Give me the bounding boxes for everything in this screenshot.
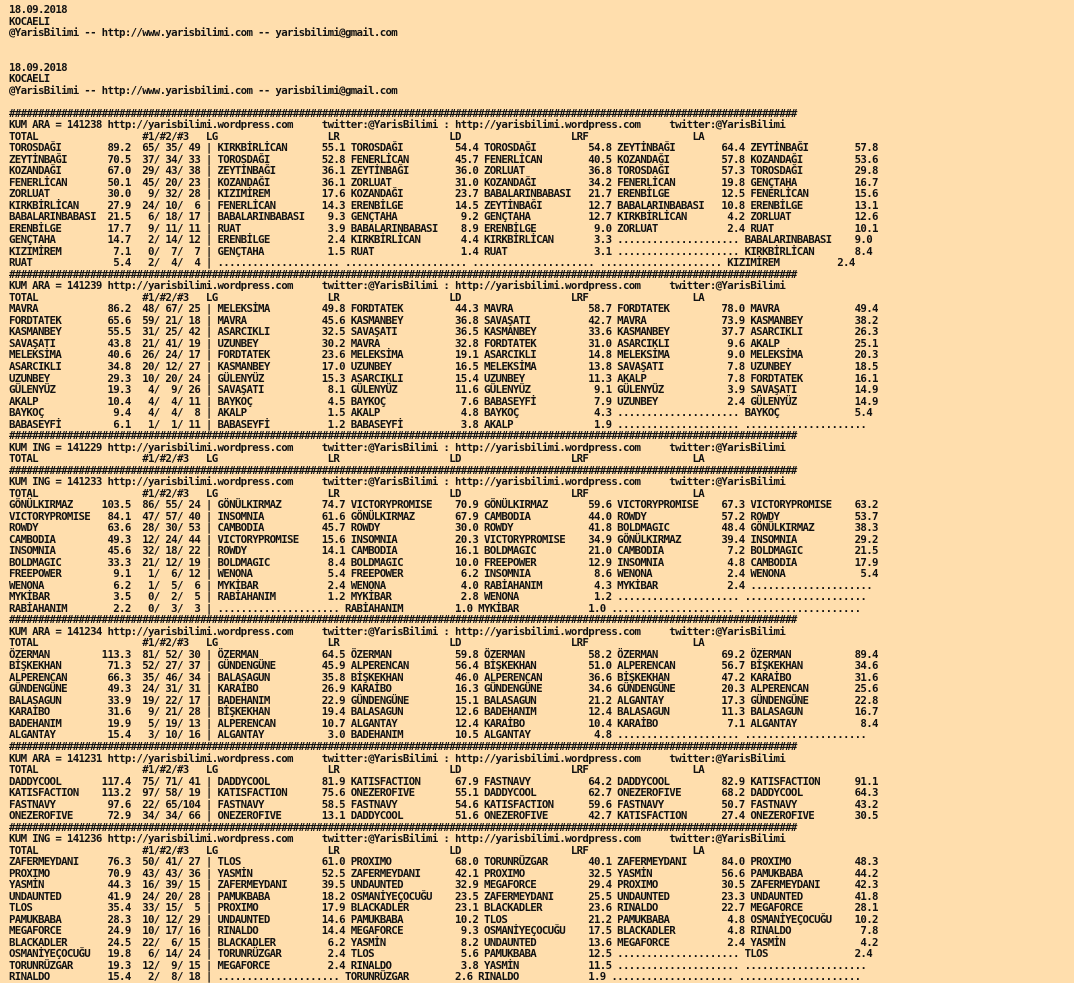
column-header: TOTAL #1/#2/#3 LG LR LD LRF LA bbox=[9, 636, 705, 650]
race-title: KUM ARA = 141234 http://yarisbilimi.wordpress.com twitter:@YarisBilimi : http://yarisbilimi.wordpress.com twitter:@YarisBilimi bbox=[9, 624, 786, 638]
column-header: TOTAL #1/#2/#3 LG LR LD LRF LA bbox=[9, 452, 705, 466]
result-row: ALPERENCAN 66.3 35/ 46/ 34 | BALASAGUN 35.8 BİŞKEKHAN 46.0 ALPERENCAN 36.6 BİŞKEKHAN 47.2 KARAİBO 31.6 bbox=[9, 670, 878, 684]
column-header: TOTAL #1/#2/#3 LG LR LD LRF LA bbox=[9, 843, 705, 857]
blank-line bbox=[9, 50, 1074, 62]
result-row: PAMUKBABA 28.3 10/ 12/ 29 | UNDAUNTED 14.6 PAMUKBABA 10.2 TLOS 21.2 PAMUKBABA 4.8 OSMANİYEÇOCUĞU 10.2 bbox=[9, 912, 878, 926]
column-header: TOTAL #1/#2/#3 LG LR LD LRF LA bbox=[9, 290, 705, 304]
result-row: MYKİBAR 3.5 0/ 2/ 5 | RABİAHANIM 1.2 MYKİBAR 2.8 WENONA 1.2 ..................... ..................... bbox=[9, 590, 867, 604]
result-row: BAYKOÇ 9.4 4/ 4/ 8 | AKALP 1.5 AKALP 4.8 BAYKOÇ 4.3 ..................... BAYKOÇ 5.4 bbox=[9, 406, 873, 420]
separator-line: ######################################################################################################################################## bbox=[9, 740, 797, 753]
result-row: KASMANBEY 55.5 31/ 25/ 42 | ASARCIKLI 32.5 SAVAŞATI 36.5 KASMANBEY 33.6 KASMANBEY 37.7 ASARCIKLI 26.3 bbox=[9, 325, 878, 339]
separator-line: ######################################################################################################################################## bbox=[9, 106, 797, 120]
result-row: UZUNBEY 29.3 10/ 20/ 24 | GÜLENYÜZ 15.3 ASARCIKLI 15.4 UZUNBEY 11.3 AKALP 7.8 FORDTATEK 16.1 bbox=[9, 371, 878, 385]
result-row: ZORLUAT 30.0 9/ 32/ 28 | KIZIMİREM 17.6 KOZANDAĞI 23.7 BABALARINBABASI 21.7 ERENBİLGE 12.5 FENERLİCAN 15.6 bbox=[9, 187, 878, 201]
result-row: FASTNAVY 97.6 22/ 65/104 | FASTNAVY 58.5 FASTNAVY 54.6 KATISFACTION 59.6 FASTNAVY 50.7 FASTNAVY 43.2 bbox=[9, 797, 878, 811]
separator-line: ######################################################################################################################################## bbox=[9, 613, 797, 627]
result-row: RUAT 5.4 2/ 4/ 4 | ..................... ..................... ..................... ..................... KIZIMİREM 2.4 bbox=[9, 256, 855, 270]
result-row: ONEZEROFIVE 72.9 34/ 34/ 66 | ONEZEROFIVE 13.1 DADDYCOOL 51.6 ONEZEROFIVE 42.7 KATISFACTION 27.4 ONEZEROFIVE 30.5 bbox=[9, 809, 878, 823]
result-row: KOZANDAĞI 67.0 29/ 43/ 38 | ZEYTİNBAĞI 36.1 ZEYTİNBAĞI 36.0 ZORLUAT 36.8 TOROSDAĞI 57.3 TOROSDAĞI 29.8 bbox=[9, 164, 878, 178]
race-title: KUM ING = 141229 http://yarisbilimi.wordpress.com twitter:@YarisBilimi : http://yarisbilimi.wordpress.com twitter:@YarisBilimi bbox=[9, 440, 786, 454]
result-row: ZAFERMEYDANI 76.3 50/ 41/ 27 | TLOS 61.0 PROXIMO 68.0 TORUNRÜZGAR 40.1 ZAFERMEYDANI 84.0 PROXIMO 48.3 bbox=[9, 855, 878, 869]
result-row: ASARCIKLI 34.8 20/ 12/ 27 | KASMANBEY 17.0 UZUNBEY 16.5 MELEKSİMA 13.8 SAVAŞATI 7.8 UZUNBEY 18.5 bbox=[9, 359, 878, 373]
result-row: ERENBİLGE 17.7 9/ 11/ 11 | RUAT 3.9 BABALARINBABASI 8.9 ERENBİLGE 9.0 ZORLUAT 2.4 RUAT 10.1 bbox=[9, 221, 878, 235]
result-row: RINALDO 15.4 2/ 8/ 18 | ..................... TORUNRÜZGAR 2.6 RINALDO 1.9 ..................... ..................... bbox=[9, 970, 861, 983]
result-row: BLACKADLER 24.5 22/ 6/ 15 | BLACKADLER 6.2 YASMİN 8.2 UNDAUNTED 13.6 MEGAFORCE 2.4 YASMİN 4.2 bbox=[9, 935, 878, 949]
result-row: CAMBODIA 49.3 12/ 24/ 44 | VICTORYPROMISE 15.6 INSOMNIA 20.3 VICTORYPROMISE 34.9 GÖNÜLKIRMAZ 39.4 INSOMNIA 29.2 bbox=[9, 532, 878, 546]
result-row: AKALP 10.4 4/ 4/ 11 | BAYKOÇ 4.5 BAYKOÇ 7.6 BABASEYFİ 7.9 UZUNBEY 2.4 GÜLENYÜZ 14.9 bbox=[9, 394, 878, 408]
column-header: TOTAL #1/#2/#3 LG LR LD LRF LA bbox=[9, 763, 705, 777]
result-row: GÖNÜLKIRMAZ 103.5 86/ 55/ 24 | GÖNÜLKIRMAZ 74.7 VICTORYPROMISE 70.9 GÖNÜLKIRMAZ 59.6 VICTORYPROMISE 67.3 VICTORYPROMISE 63.2 bbox=[9, 498, 878, 512]
separator-line: ######################################################################################################################################## bbox=[9, 820, 797, 834]
separator-line: ######################################################################################################################################## bbox=[9, 429, 797, 443]
race-title: KUM ARA = 141239 http://yarisbilimi.wordpress.com twitter:@YarisBilimi : http://yarisbilimi.wordpress.com twitter:@YarisBilimi bbox=[9, 279, 786, 293]
result-row: SAVAŞATI 43.8 21/ 41/ 19 | UZUNBEY 30.2 MAVRA 32.8 FORDTATEK 31.0 ASARCIKLI 9.6 AKALP 25.1 bbox=[9, 336, 878, 350]
result-row: BALASAGUN 33.9 19/ 22/ 17 | BADEHANIM 22.9 GÜNDENGÜNE 15.1 BALASAGUN 21.2 ALGANTAY 17.3 GÜNDENGÜNE 22.8 bbox=[9, 693, 878, 707]
header-line: KOCAELI bbox=[9, 14, 50, 28]
result-row: KATISFACTION 113.2 97/ 58/ 19 | KATISFACTION 75.6 ONEZEROFIVE 55.1 DADDYCOOL 62.7 ONEZEROFIVE 68.2 DADDYCOOL 64.3 bbox=[9, 786, 878, 800]
result-row: RABİAHANIM 2.2 0/ 3/ 3 | ..................... RABİAHANIM 1.0 MYKİBAR 1.0 ..................... ..................... bbox=[9, 601, 861, 615]
column-header: TOTAL #1/#2/#3 LG LR LD LRF LA bbox=[9, 486, 705, 500]
result-row: UNDAUNTED 41.9 24/ 20/ 28 | PAMUKBABA 18.2 OSMANİYEÇOCUĞU 23.5 ZAFERMEYDANI 25.5 UNDAUNTED 23.3 UNDAUNTED 41.8 bbox=[9, 889, 878, 903]
header-line: 18.09.2018 bbox=[9, 3, 67, 16]
header-line: 18.09.2018 bbox=[9, 60, 67, 74]
result-row: BABASEYFİ 6.1 1/ 1/ 11 | BABASEYFİ 1.2 BABASEYFİ 3.8 AKALP 1.9 ..................... ..................... bbox=[9, 417, 867, 431]
race-title: KUM ARA = 141238 http://yarisbilimi.wordpress.com twitter:@YarisBilimi : http://yarisbilimi.wordpress.com twitter:@YarisBilimi bbox=[9, 118, 786, 132]
result-row: ZEYTİNBAĞI 70.5 37/ 34/ 33 | TOROSDAĞI 52.8 FENERLİCAN 45.7 FENERLİCAN 40.5 KOZANDAĞI 57.8 KOZANDAĞI 53.6 bbox=[9, 152, 878, 166]
result-row: BADEHANIM 19.9 5/ 19/ 13 | ALPERENCAN 10.7 ALGANTAY 12.4 KARAİBO 10.4 KARAİBO 7.1 ALGANTAY 8.4 bbox=[9, 716, 878, 730]
header-line: @YarisBilimi -- http://www.yarisbilimi.com -- yarisbilimi@gmail.com bbox=[9, 83, 398, 97]
result-row: OSMANİYEÇOCUĞU 19.8 6/ 14/ 24 | TORUNRÜZGAR 2.4 TLOS 5.6 PAMUKBABA 12.5 ..................... TLOS 2.4 bbox=[9, 947, 873, 961]
blank-line bbox=[9, 39, 1074, 51]
result-row: FENERLİCAN 50.1 45/ 20/ 23 | KOZANDAĞI 36.1 ZORLUAT 31.0 KOZANDAĞI 34.2 FENERLİCAN 19.8 GENÇTAHA 16.7 bbox=[9, 175, 878, 189]
result-row: FREEPOWER 9.1 1/ 6/ 12 | WENONA 5.4 FREEPOWER 6.2 INSOMNIA 8.6 WENONA 2.4 WENONA 5.4 bbox=[9, 567, 878, 581]
result-row: MELEKSİMA 40.6 26/ 24/ 17 | FORDTATEK 23.6 MELEKSİMA 19.1 ASARCIKLI 14.8 MELEKSİMA 9.0 MELEKSİMA 20.3 bbox=[9, 348, 878, 362]
race-title: KUM ING = 141233 http://yarisbilimi.wordpress.com twitter:@YarisBilimi : http://yarisbilimi.wordpress.com twitter:@YarisBilimi bbox=[9, 475, 786, 489]
column-header: TOTAL #1/#2/#3 LG LR LD LRF LA bbox=[9, 129, 705, 143]
result-row: BİŞKEKHAN 71.3 52/ 27/ 37 | GÜNDENGÜNE 45.9 ALPERENCAN 56.4 BİŞKEKHAN 51.0 ALPERENCAN 56.7 BİŞKEKHAN 34.6 bbox=[9, 659, 878, 673]
separator-line: ######################################################################################################################################## bbox=[9, 463, 797, 477]
result-row: ROWDY 63.6 28/ 30/ 53 | CAMBODIA 45.7 ROWDY 30.0 ROWDY 41.8 BOLDMAGIC 48.4 GÖNÜLKIRMAZ 38.3 bbox=[9, 521, 878, 535]
result-row: TOROSDAĞI 89.2 65/ 35/ 49 | KIRKBİRLİCAN 55.1 TOROSDAĞI 54.4 TOROSDAĞI 54.8 ZEYTİNBAĞI 64.4 ZEYTİNBAĞI 57.8 bbox=[9, 141, 878, 155]
result-row: GÜLENYÜZ 19.3 4/ 9/ 26 | SAVAŞATI 8.1 GÜLENYÜZ 11.6 GÜLENYÜZ 9.1 GÜLENYÜZ 3.9 SAVAŞATI 14.9 bbox=[9, 383, 878, 397]
result-row: GÜNDENGÜNE 49.3 24/ 31/ 31 | KARAİBO 26.9 KARAİBO 16.3 GÜNDENGÜNE 34.6 GÜNDENGÜNE 20.3 ALPERENCAN 25.6 bbox=[9, 682, 878, 696]
result-row: YASMİN 44.3 16/ 39/ 15 | ZAFERMEYDANI 39.5 UNDAUNTED 32.9 MEGAFORCE 29.4 PROXIMO 30.5 ZAFERMEYDANI 42.3 bbox=[9, 878, 878, 892]
result-row: DADDYCOOL 117.4 75/ 71/ 41 | DADDYCOOL 81.9 KATISFACTION 67.9 FASTNAVY 64.2 DADDYCOOL 82.9 KATISFACTION 91.1 bbox=[9, 774, 878, 788]
result-row: MEGAFORCE 24.9 10/ 17/ 16 | RINALDO 14.4 MEGAFORCE 9.3 OSMANİYEÇOCUĞU 17.5 BLACKADLER 4.8 RINALDO 7.8 bbox=[9, 924, 878, 938]
race-title: KUM ARA = 141231 http://yarisbilimi.wordpress.com twitter:@YarisBilimi : http://yarisbilimi.wordpress.com twitter:@YarisBilimi bbox=[9, 751, 786, 765]
result-row: WENONA 6.2 1/ 5/ 6 | MYKİBAR 2.4 WENONA 4.0 RABİAHANIM 4.3 MYKİBAR 2.4 ..................... bbox=[9, 578, 873, 592]
blank-line bbox=[9, 96, 1074, 108]
result-row: TLOS 35.4 33/ 15/ 5 | PROXIMO 17.9 BLACKADLER 23.1 BLACKADLER 23.6 RINALDO 22.7 MEGAFORCE 28.1 bbox=[9, 901, 878, 915]
header-line: KOCAELI bbox=[9, 72, 50, 86]
result-row: KIRKBİRLİCAN 27.9 24/ 10/ 6 | FENERLİCAN 14.3 ERENBİLGE 14.5 ZEYTİNBAĞI 12.7 BABALARINBABASI 10.8 ERENBİLGE 13.1 bbox=[9, 198, 878, 212]
result-row: ALGANTAY 15.4 3/ 10/ 16 | ALGANTAY 3.0 BADEHANIM 10.5 ALGANTAY 4.8 ..................... ..................... bbox=[9, 728, 867, 742]
result-row: GENÇTAHA 14.7 2/ 14/ 12 | ERENBİLGE 2.4 KIRKBİRLİCAN 4.4 KIRKBİRLİCAN 3.3 ..................... BABALARINBABASI 9.0 bbox=[9, 233, 873, 247]
result-row: PROXIMO 70.9 43/ 43/ 36 | YASMİN 52.5 ZAFERMEYDANI 42.1 PROXIMO 32.5 YASMİN 56.6 PAMUKBABA 44.2 bbox=[9, 866, 878, 880]
result-row: MAVRA 86.2 48/ 67/ 25 | MELEKSİMA 49.8 FORDTATEK 44.3 MAVRA 58.7 FORDTATEK 78.0 MAVRA 49.4 bbox=[9, 302, 878, 316]
result-row: INSOMNIA 45.6 32/ 18/ 22 | ROWDY 14.1 CAMBODIA 16.1 BOLDMAGIC 21.0 CAMBODIA 7.2 BOLDMAGIC 21.5 bbox=[9, 544, 878, 558]
separator-line: ######################################################################################################################################## bbox=[9, 267, 797, 281]
result-row: KIZIMİREM 7.1 0/ 7/ 7 | GENÇTAHA 1.5 RUAT 1.4 RUAT 3.1 ..................... KIRKBİRLİCAN 8.4 bbox=[9, 244, 873, 258]
result-row: BOLDMAGIC 33.3 21/ 12/ 19 | BOLDMAGIC 8.4 BOLDMAGIC 10.0 FREEPOWER 12.9 INSOMNIA 4.8 CAMBODIA 17.9 bbox=[9, 555, 878, 569]
header-line: @YarisBilimi -- http://www.yarisbilimi.com -- yarisbilimi@gmail.com bbox=[9, 26, 398, 40]
result-row: KARAİBO 31.6 9/ 21/ 28 | BİŞKEKHAN 19.4 BALASAGUN 12.6 BADEHANIM 12.4 BALASAGUN 11.3 BALASAGUN 16.7 bbox=[9, 705, 878, 719]
result-row: FORDTATEK 65.6 59/ 21/ 18 | MAVRA 45.6 KASMANBEY 36.8 SAVAŞATI 42.7 MAVRA 73.9 KASMANBEY 38.2 bbox=[9, 313, 878, 327]
race-title: KUM ING = 141236 http://yarisbilimi.wordpress.com twitter:@YarisBilimi : http://yarisbilimi.wordpress.com twitter:@YarisBilimi bbox=[9, 832, 786, 846]
result-row: VICTORYPROMISE 84.1 47/ 57/ 40 | INSOMNIA 61.6 GÖNÜLKIRMAZ 67.9 CAMBODIA 44.0 ROWDY 57.2 ROWDY 53.7 bbox=[9, 509, 878, 523]
result-row: BABALARINBABASI 21.5 6/ 18/ 17 | BABALARINBABASI 9.3 GENÇTAHA 9.2 GENÇTAHA 12.7 KIRKBİRLİCAN 4.2 ZORLUAT 12.6 bbox=[9, 210, 878, 224]
result-row: ÖZERMAN 113.3 81/ 52/ 30 | ÖZERMAN 64.5 ÖZERMAN 59.8 ÖZERMAN 58.2 ÖZERMAN 69.2 ÖZERMAN 89.4 bbox=[9, 647, 878, 661]
result-row: TORUNRÜZGAR 19.3 12/ 9/ 15 | MEGAFORCE 2.4 RINALDO 3.8 YASMİN 11.5 ..................... ..................... bbox=[9, 958, 867, 972]
